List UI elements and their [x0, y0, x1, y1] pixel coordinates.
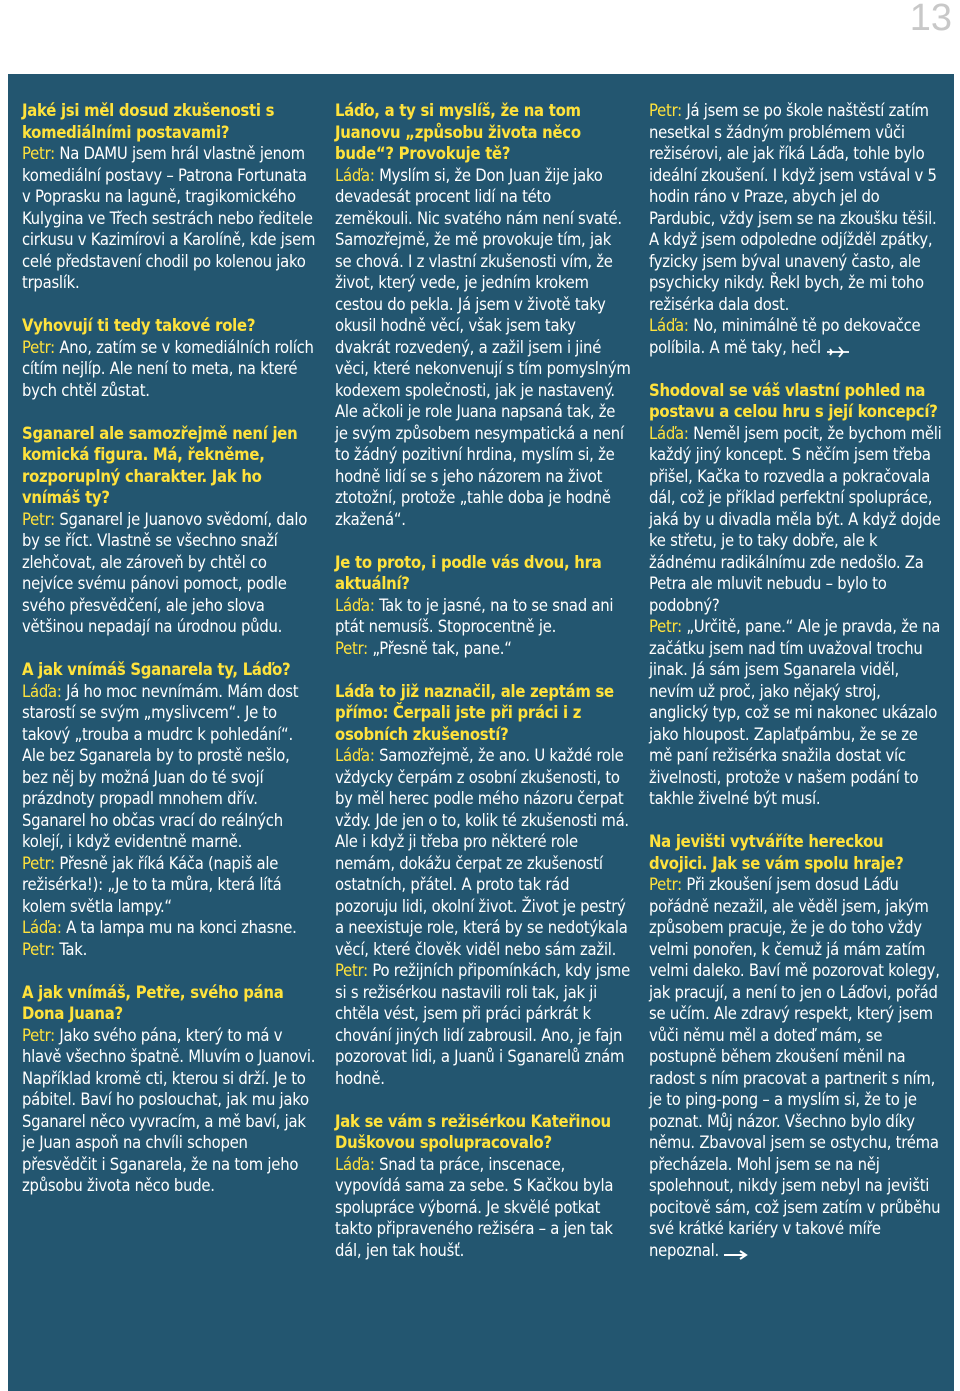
interview-question: Sganarel ale samozřejmě není jen komická figura. Má, řekněme, rozporuplný charakter. Jak ho vnímáš ty? — [22, 423, 298, 507]
speaker-label: Láďa: — [649, 423, 689, 443]
qa-block — [22, 659, 318, 960]
answer-text: Jako svého pána, který to má v hlavě všechno špatně. Mluvím o Juanovi. Například kromě cti, kterou si drží. Je to pábitel. Baví ho poslouchat, jak mu jako Sganarel něco vyvracím, a mě baví, jak je Juan aspoň na chvíli schopen přesvědčit i Sganarela, že na tom jeho způsobu života něco bude. — [22, 1025, 316, 1195]
speaker-label: Petr: — [649, 101, 682, 120]
interview-answer — [22, 1025, 318, 1197]
speaker-label: Petr: — [22, 337, 55, 357]
speaker-label: Láďa: — [22, 918, 62, 937]
answer-text: Já jsem se po škole naštěstí zatím nesetkal s žádným problémem vůči režisérovi, ale jak říká Láďa, tohle bylo ideální zkoušení. I když jsem vstával v 5 hodin ráno v Praze, abych jel do Pardubic, vždy jsem se na zkoušku těšil. A když jsem odpoledne odjížděl zpátky, fyzicky jsem býval unavený často, ale psychicky nikdy. Řekl bych, že mi toho režisérka dala dost. — [649, 101, 937, 314]
column-2 — [335, 100, 631, 1261]
interview-question: Láďo, a ty si myslíš, že na tom Juanovu „způsobu života něco bude“? Provokuje tě? — [335, 101, 581, 163]
answer-text: „Přesně tak, pane.“ — [367, 638, 512, 658]
answer-text: Myslím si, že Don Juan žije jako devadesát procent lidí na této zeměkouli. Nic svatého nám není svaté. Samozřejmě, že mě provokuje tím, jak se chová. I z vlastní zkušenosti vím, že život, který vede, je jedním krokem cestou do pekla. Já jsem v životě taky okusil hodně věcí, však jsem taky dvakrát rozvedený, a zažil jsem i jiné věci, které nekonvenují s tím pomyslným kodexem společnosti, jak je nastavený. Ale ačkoli je role Juana napsaná tak, že je svým způsobem nesympatická a není to žádný pozitivní hrdina, myslím si, že hodně lidí se s jeho názorem na život ztotožní, protože „tahle doba je hodně zkažená“. — [335, 165, 631, 529]
interview-answer — [335, 165, 631, 531]
interview-question: A jak vnímáš Sganarela ty, Láďo? — [22, 660, 291, 679]
interview-question: Je to proto, i podle vás dvou, hra aktuální? — [335, 552, 602, 593]
interview-answer — [22, 681, 318, 853]
qa-block — [22, 423, 318, 638]
answer-text: Ano, zatím se v komediálních rolích cítím nejlíp. Ale není to meta, na které bych chtěl zůstat. — [22, 337, 314, 400]
speaker-label: Petr: — [22, 144, 55, 163]
qa-block — [649, 100, 943, 358]
interview-answer — [649, 423, 943, 617]
interview-question: Jak se vám s režisérkou Kateřinou Duškovou spolupracovalo? — [335, 1111, 611, 1152]
interview-question: Vyhovují ti tedy takové role? — [22, 316, 256, 335]
speaker-label: Petr: — [649, 875, 682, 894]
interview-answer — [649, 100, 943, 315]
answer-text: Já ho moc nevnímám. Mám dost starostí se svým „myslivcem“. Je to takový „trouba a mudrc k pohledání“. Ale bez Sganarela by to prostě nešlo, bez něj by možná Juan do té svojí prázdnoty propadl mnohem dřív. Sganarel ho občas vrací do reálných kolejí, i když evidentně marně. — [22, 681, 299, 851]
qa-block — [22, 982, 318, 1197]
speaker-label: Petr: — [22, 1025, 55, 1045]
speaker-label: Petr: — [22, 853, 55, 873]
speaker-label: Láďa: — [649, 316, 689, 335]
page-number: 13 — [909, 0, 952, 39]
answer-text: A ta lampa mu na konci zhasne. — [61, 918, 297, 937]
answer-text: Na DAMU jsem hrál vlastně jenom komediální postavy – Patrona Fortunata v Poprasku na laguně, tragikomického Kulygina ve Třech sestrách nebo ředitele cirkusu v Kazimírovi a Karolíně, kde jsem celé představení chodil po kolenou jako trpaslík. — [22, 144, 316, 292]
interview-question: Na jevišti vytváříte hereckou dvojici. Jak se vám spolu hraje? — [649, 832, 904, 873]
interview-answer — [335, 638, 631, 660]
answer-text: „Určitě, pane.“ Ale je pravda, že na začátku jsem nad tím uvažoval trochu jinak. Já sám jsem Sganarela viděl, nevím už proč, jako nějaký stroj, anglický typ, což se mi nakonec ukázalo jako hloupost. Zaplaťpámbu, že se ze mě paní režisérka snažila dostat víc živelnosti, protože v našem podání to takhle živelné být musí. — [649, 617, 941, 808]
answer-text: Samozřejmě, že ano. U každé role vždycky čerpám z osobní zkušenosti, to by měl herec podle mého názoru čerpat vždy. Jde jen o to, kolik té zkušenosti má. Ale i když ji třeba pro některé role nemám, dokážu čerpat ze zkušeností ostatních, přátel. A proto tak rád pozoruju lidi, okolní život. Život je pestrý a neexistuje role, která by se nedotýkala věcí, které člověk viděl nebo sám zažil. — [335, 746, 629, 959]
qa-block — [335, 100, 631, 530]
qa-block — [649, 831, 943, 1261]
answer-text: Po režijních připomínkách, kdy jsme si s režisérkou nastavili roli tak, jak ji chtěla vést, jsem při práci párkrát k chování jiných lidí zabrousil. Ano, je fajn pozorovat lidi, a Juanů i Sganarelů znám hodně. — [335, 961, 631, 1088]
interview-question: Láďa to již naznačil, ale zeptám se přímo: Čerpali jste při práci i z osobních zkušeností? — [335, 681, 614, 744]
qa-block — [335, 681, 631, 1090]
interview-answer — [335, 960, 631, 1089]
qa-block — [335, 552, 631, 660]
speaker-label: Láďa: — [335, 746, 375, 765]
airplane-icon — [825, 342, 851, 354]
answer-text: Snad ta práce, inscenace, vypovídá sama za sebe. S Kačkou byla spolupráce výborná. Je skvělé potkat takto připraveného režiséra – a jen tak dál, jen tak houšť. — [335, 1154, 614, 1260]
speaker-label: Láďa: — [335, 165, 375, 185]
answer-text: Tak to je jasné, na to se snad ani ptát nemusíš. Stoprocentně je. — [335, 595, 614, 636]
interview-answer — [22, 337, 318, 402]
interview-question: Jaké jsi měl dosud zkušenosti s komediálními postavami? — [22, 101, 275, 142]
speaker-label: Láďa: — [22, 681, 62, 701]
speaker-label: Láďa: — [335, 1154, 375, 1174]
interview-answer — [649, 874, 943, 1261]
interview-answer — [22, 853, 318, 918]
answer-text: Tak. — [54, 939, 88, 959]
interview-answer — [649, 315, 943, 358]
qa-block — [649, 380, 943, 810]
speaker-label: Petr: — [335, 961, 368, 980]
answer-text: No, minimálně tě po dekovačce políbila. A mě taky, hečl — [649, 316, 921, 357]
speaker-label: Petr: — [335, 638, 368, 658]
column-3 — [649, 100, 943, 1261]
speaker-label: Láďa: — [335, 595, 375, 615]
interview-panel — [8, 74, 954, 1391]
column-1 — [22, 100, 318, 1197]
interview-answer — [335, 595, 631, 638]
interview-answer — [649, 616, 943, 810]
qa-block — [335, 1111, 631, 1262]
answer-text: Přesně jak říká Káča (napiš ale režisérka!): „Je to ta můra, která lítá kolem světla lampy.“ — [22, 853, 282, 916]
speaker-label: Petr: — [22, 509, 55, 529]
speaker-label: Petr: — [649, 617, 682, 636]
interview-answer — [22, 143, 318, 294]
interview-question: Shodoval se váš vlastní pohled na postavu a celou hru s její koncepcí? — [649, 380, 938, 421]
speaker-label: Petr: — [22, 939, 55, 959]
interview-answer — [335, 745, 631, 960]
interview-answer — [22, 939, 318, 961]
answer-text: Neměl jsem pocit, že bychom měli každý jiný koncept. S něčím jsem třeba přišel, Kačka to rozvedla a pokračovala dál, což je příklad perfektní spolupráce, jaká by u divadla měla být. A když dojde ke střetu, je to taky dobře, ale k žádnému radikálnímu zde nedošlo. Za Petra ale mluvit nebudu – bylo to podobný? — [649, 423, 942, 615]
qa-block — [22, 100, 318, 294]
qa-block — [22, 315, 318, 401]
interview-answer — [22, 509, 318, 638]
interview-answer — [335, 1154, 631, 1262]
interview-answer — [22, 917, 318, 939]
answer-text: Sganarel je Juanovo svědomí, dalo by se říct. Vlastně se všechno snaží zlehčovat, ale zároveň by chtěl co nejvíce svému pánovi pomoct, podle svého přesvědčení, ale jeho slova většinou nepadají na úrodnou půdu. — [22, 509, 308, 636]
answer-text: Při zkoušení jsem dosud Láďu pořádně nezažil, ale věděl jsem, jakým způsobem pracuje, že je do toho vždy velmi ponořen, k čemuž já mám zatím velmi daleko. Baví mě pozorovat kolegy, jak pracují, a není to jen o Láďovi, pořád se učím. Ale zdravý respekt, který jsem vůči němu měl a doteď mám, se postupně během zkoušení měnil na radost s ním pracovat a partnerit s ním, je to ping-pong – a myslím si, že to je poznat. Můj názor. Všechno bylo díky němu. Zbavoval jsem se ostychu, tréma přecházela. Mohl jsem se na něj spolehnout, nikdy jsem nebyl na jevišti pocitově sám, což jsem zatím v průběhu své krátké kariéry v takové míře nepoznal. — [649, 875, 941, 1260]
interview-question: A jak vnímáš, Petře, svého pána Dona Juana? — [22, 982, 284, 1023]
arrow-right-icon — [723, 1245, 749, 1257]
